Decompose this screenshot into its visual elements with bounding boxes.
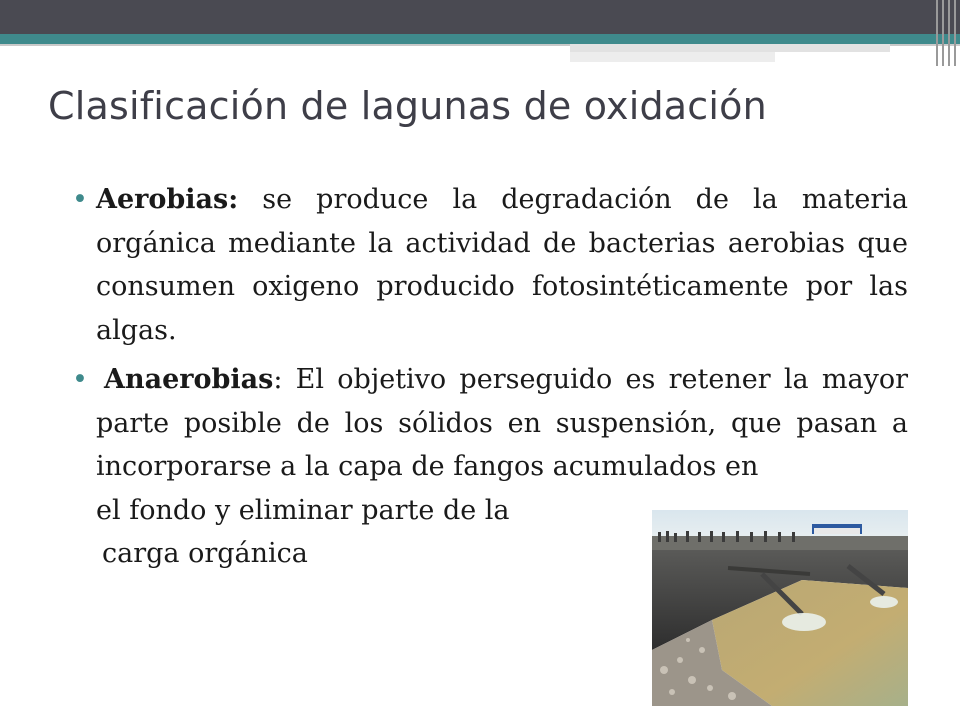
- header-accent-band: [0, 34, 960, 44]
- continuation-line-1: el fondo y eliminar parte de la: [96, 494, 510, 526]
- header-band: [0, 0, 960, 34]
- bullet-term: Aerobias:: [96, 184, 239, 215]
- bullet-aerobias: [72, 178, 908, 352]
- header-tab-shadow: [570, 52, 775, 62]
- bullet-anaerobias: [72, 358, 908, 489]
- bullet-text: : El objetivo perseguido es retener la mayor parte posible de los sólidos en suspensión, que pasan a incorporarse a la capa de fangos acumulados en: [96, 364, 908, 482]
- bullet-marker: •: [72, 184, 88, 215]
- bullet-term: Anaerobias: [104, 364, 274, 395]
- lagoon-photo: [652, 510, 908, 706]
- header-edge-lines: [932, 0, 960, 66]
- bullet-marker: •: [72, 364, 88, 395]
- slide-title: Clasificación de lagunas de oxidación: [48, 84, 767, 128]
- bullet-text: se produce la degradación de la materia orgánica mediante la actividad de bacterias aerobias que consumen oxigeno producido fotosintéticamente por las algas.: [96, 184, 908, 346]
- continuation-line-2: carga orgánica: [102, 538, 308, 569]
- header-tab: [570, 44, 890, 52]
